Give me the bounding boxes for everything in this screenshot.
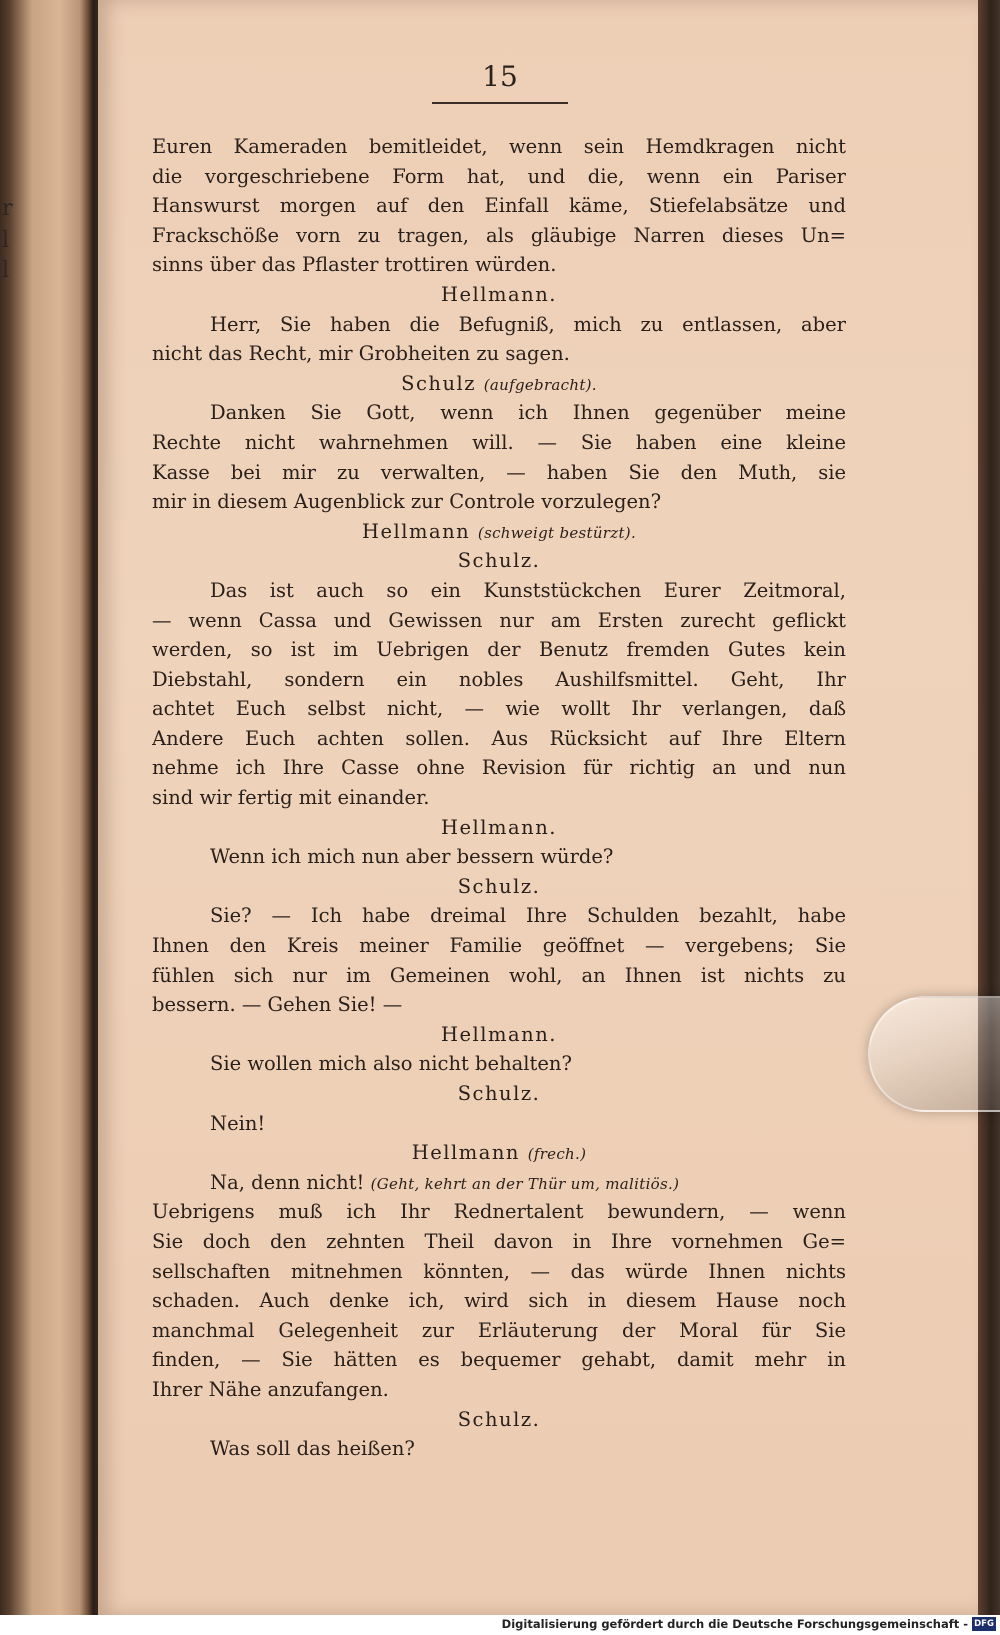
text-line: Hanswurst morgen auf den Einfall käme, Stiefelabsätze und [152,194,846,218]
text-line: Sie doch den zehnten Theil davon in Ihre vornehmen Ge= [152,1229,846,1253]
text-line: Andere Euch achten sollen. Aus Rücksicht auf Ihre Eltern [152,726,846,750]
scanner-glass-reflection [868,996,1000,1112]
speaker-name: Hellmann. [441,1022,557,1046]
speaker-name: Hellmann [361,519,471,543]
text-line: finden, — Sie hätten es bequemer gehabt, damit mehr in [152,1348,846,1372]
stage-direction: (aufgebracht). [483,375,597,394]
text-line: Ihnen den Kreis meiner Familie geöffnet — vergebens; Sie [152,934,846,958]
text-line: Rechte nicht wahrnehmen will. — Sie haben eine kleine [152,430,846,454]
speaker-name: Schulz. [457,549,541,573]
speaker-with-direction [152,1138,846,1168]
text-line: nicht das Recht, mir Grobheiten zu sagen. [152,342,570,366]
text-line: fühlen sich nur im Gemeinen wohl, an Ihnen ist nichts zu [152,963,846,987]
speaker-name: Schulz. [457,1082,541,1105]
text-line: Sie wollen mich also nicht behalten? [210,1052,572,1076]
speaker-name: Schulz. [457,874,541,898]
text-line: Wenn ich mich nun aber bessern würde? [210,845,614,869]
dfg-logo: DFG [972,1617,996,1631]
text-line: sinns über das Pflaster trottiren würden. [152,253,557,277]
text-line: achtet Euch selbst nicht, — wie wollt Ihr verlangen, daß [152,697,846,721]
page-number: 15 [482,60,518,93]
text-line: nehme ich Ihre Casse ohne Revision für richtig an und nun [152,756,846,780]
funding-credit: Digitalisierung gefördert durch die Deutsche Forschungsgemeinschaft - [501,1617,968,1631]
page-edge [978,0,1000,1615]
text-line-with-direction [152,1168,846,1198]
text-line: sind wir fertig mit einander. [152,786,430,810]
text-line: die vorgeschriebene Form hat, und die, wenn ein Pariser [152,164,846,188]
text-line: Euren Kameraden bemitleidet, wenn sein Hemdkragen nicht [152,135,846,158]
text-line: Kasse bei mir zu verwalten, — haben Sie den Muth, sie [152,460,846,484]
stage-direction: (schweigt bestürzt). [477,523,637,542]
speaker-name: Hellmann. [441,815,557,839]
text-line: sellschaften mitnehmen könnten, — das würde Ihnen nichts [152,1259,846,1283]
text-line: bessern. — Gehen Sie! — [152,993,403,1017]
speaker-name: Schulz. [457,1407,541,1431]
text-line: mir in diesem Augenblick zur Controle vorzulegen? [152,490,662,514]
page-text [152,132,846,1464]
text-line: Danken Sie Gott, wenn ich Ihnen gegenüber meine [210,401,846,425]
digitization-footer [0,1615,1000,1635]
text-line: Frackschöße vorn zu tragen, als gläubige Narren dieses Un= [152,223,846,247]
stage-direction: (Geht, kehrt an der Thür um, malitiös.) [370,1174,680,1193]
text-line: Nein! [210,1111,266,1135]
text-line: — wenn Cassa und Gewissen nur am Ersten zurecht geflickt [152,608,846,632]
text-line: werden, so ist im Uebrigen der Benutz fremden Gutes kein [152,638,846,662]
stage-direction: (frech.) [527,1145,587,1164]
text-line: Uebrigens muß ich Ihr Rednertalent bewundern, — wenn [152,1200,846,1224]
speaker-with-direction [152,369,846,399]
text-line: Diebstahl, sondern ein nobles Aushilfsmittel. Geht, Ihr [152,667,846,691]
spoken-text: Na, denn nicht! [210,1170,365,1194]
speaker-with-direction [152,517,846,547]
text-line: Das ist auch so ein Kunststückchen Eurer Zeitmoral, [210,578,846,602]
text-line: Ihrer Nähe anzufangen. [152,1377,389,1401]
text-line: manchmal Gelegenheit zur Erläuterung der Moral für Sie [152,1318,846,1342]
header-rule [432,102,568,104]
margin-fragment: l [2,258,10,283]
text-line: Was soll das heißen? [210,1437,415,1461]
speaker-name: Hellmann. [441,282,557,306]
margin-fragment: r [2,196,13,221]
text-line: Sie? — Ich habe dreimal Ihre Schulden bezahlt, habe [210,904,846,928]
speaker-name: Schulz [401,371,477,395]
speaker-name: Hellmann [411,1141,520,1165]
text-line: schaden. Auch denke ich, wird sich in diesem Hause noch [152,1289,846,1313]
margin-fragment: l [2,228,10,253]
text-line: Herr, Sie haben die Befugniß, mich zu entlassen, aber [210,312,846,336]
